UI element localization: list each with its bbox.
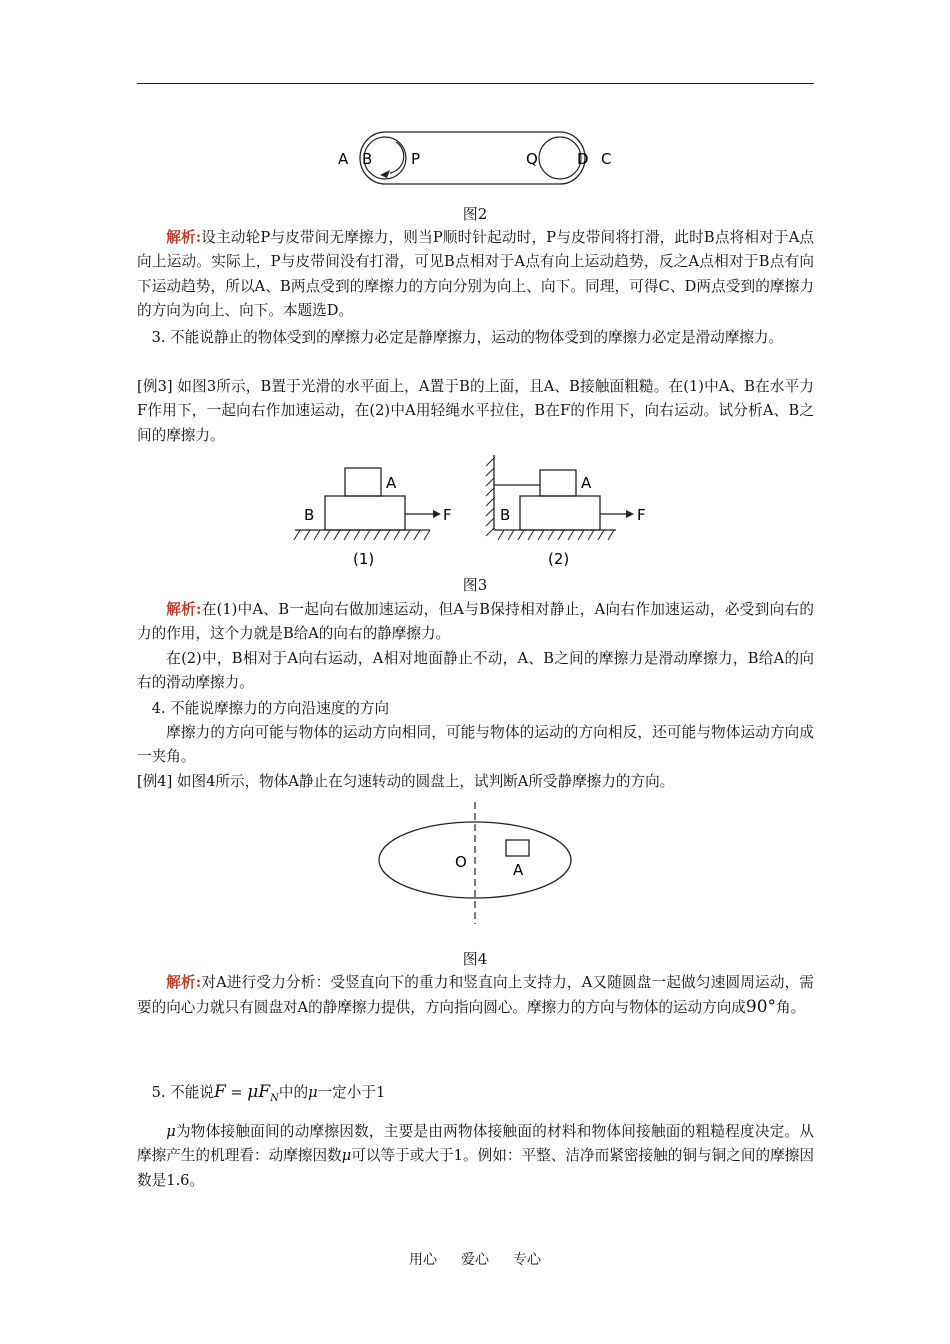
- figure-3-blocks: [290, 450, 670, 575]
- analysis-paragraph-5: [137, 971, 814, 1021]
- formula-sub: N: [270, 1092, 279, 1104]
- label-d: D: [577, 150, 589, 168]
- analysis-text-end: 角。: [776, 999, 806, 1017]
- figure-2-caption: 图2: [462, 205, 488, 223]
- figure-4-disk: [375, 800, 575, 930]
- panel1-sublabel: (1): [353, 550, 375, 568]
- paragraph-4: 摩擦力的方向可能与物体的运动方向相同，可能与物体的运动的方向相反，还可能与物体运动方向成一夹角。: [137, 724, 814, 766]
- item5-suffix: 一定小于1: [317, 1084, 386, 1101]
- figure-4-caption: 图4: [462, 950, 488, 968]
- figure-2-belt-drive: [330, 125, 620, 190]
- panel1-label-f: F: [443, 506, 452, 524]
- footer-a: 用心: [409, 1252, 437, 1268]
- label-a: A: [513, 861, 524, 879]
- mu-symbol: μ: [166, 1123, 176, 1140]
- item5-prefix: 5. 不能说: [151, 1084, 214, 1101]
- page-footer: [0, 1249, 950, 1269]
- panel2-sublabel: (2): [548, 550, 570, 568]
- formula-eq: =: [225, 1084, 248, 1101]
- item-5: [137, 1080, 814, 1111]
- header-rule: [137, 83, 814, 84]
- item-4: 4. 不能说摩擦力的方向沿速度的方向: [151, 700, 390, 717]
- analysis-text: 设主动轮P与皮带间无摩擦力，则当P顺时针起动时，P与皮带间将打滑，此时B点将相对于A点向上运动。实际上，P与皮带间没有打滑，可见B点相对于A点有向上运动趋势，反之A点相对于B点有向下运动趋势，所以A、B两点受到的摩擦力的方向分别为向上、向下。同理，可得C、D两点受到的摩擦力的方向为向上、向下。本题选D。: [137, 229, 814, 319]
- example-4: [例4] 如图4所示，物体A静止在匀速转动的圆盘上，试判断A所受静摩擦力的方向。: [137, 773, 675, 790]
- panel2-label-b: B: [500, 506, 511, 524]
- analysis-text: 对A进行受力分析：受竖直向下的重力和竖直向上支持力，A又随圆盘一起做匀速圆周运动，需要的向心力就只有圆盘对A的静摩擦力提供，方向指向圆心。摩擦力的方向与物体的运动方向成: [137, 974, 814, 1017]
- angle-value: 90°: [745, 997, 777, 1018]
- p6-text-1: 为物体接触面间的动摩擦因数，主要是由两物体接触面的材料和物体间接触面的粗糙程度决定。从摩擦产生的机理看：动摩擦因数: [137, 1123, 814, 1165]
- formula-lhs: F: [213, 1082, 226, 1102]
- footer-c: 专心: [513, 1252, 541, 1268]
- label-o: O: [455, 853, 467, 871]
- item5-middle: 中的: [278, 1084, 309, 1101]
- label-q: Q: [526, 150, 538, 168]
- figure-3-panel-2: [486, 455, 646, 568]
- formula-f: F: [258, 1082, 271, 1102]
- panel1-label-a: A: [386, 474, 397, 492]
- label-a: A: [338, 150, 349, 168]
- label-p: P: [411, 150, 421, 168]
- mu-symbol-2: μ: [341, 1147, 352, 1165]
- figure-3-caption: 图3: [462, 576, 488, 594]
- panel2-label-f: F: [637, 506, 646, 524]
- analysis-paragraph-1: [137, 226, 814, 323]
- analysis-tag: 解析:: [166, 229, 202, 246]
- figure-3-panel-1: [294, 468, 452, 568]
- mu-symbol: μ: [308, 1084, 318, 1101]
- example-3: [例3] 如图3所示，B置于光滑的水平面上，A置于B的上面，且A、B接触面粗糙。在(1)中A、B在水平力F作用下，一起向右作加速运动，在(2)中A用轻绳水平拉住，B在F的作用下，向右运动。试分析A、B之间的摩擦力。: [137, 378, 814, 444]
- item-3: 3. 不能说静止的物体受到的摩擦力必定是静摩擦力，运动的物体受到的摩擦力必定是滑动摩擦力。: [151, 329, 784, 346]
- analysis-paragraph-2: [137, 598, 814, 647]
- analysis-tag: 解析:: [166, 601, 202, 618]
- analysis-text: 在(1)中A、B一起向右做加速运动，但A与B保持相对静止，A向右作加速运动，必受到向右的力的作用，这个力就是B给A的向右的静摩擦力。: [137, 601, 814, 643]
- paragraph-6: [137, 1120, 814, 1193]
- analysis-tag: 解析:: [166, 974, 202, 991]
- label-b: B: [362, 150, 373, 168]
- panel1-label-b: B: [304, 506, 315, 524]
- label-c: C: [601, 150, 612, 168]
- p6-text-2: 可以等于或大于1。例如：平整、洁净而紧密接触的铜与铜之间的摩擦因数是1.6。: [137, 1147, 814, 1189]
- footer-b: 爱心: [461, 1252, 489, 1268]
- panel2-label-a: A: [581, 474, 592, 492]
- paragraph-3: 在(2)中，B相对于A向右运动，A相对地面静止不动，A、B之间的摩擦力是滑动摩擦力，B给A的向右的滑动摩擦力。: [137, 650, 814, 692]
- formula-mu: μ: [247, 1082, 259, 1102]
